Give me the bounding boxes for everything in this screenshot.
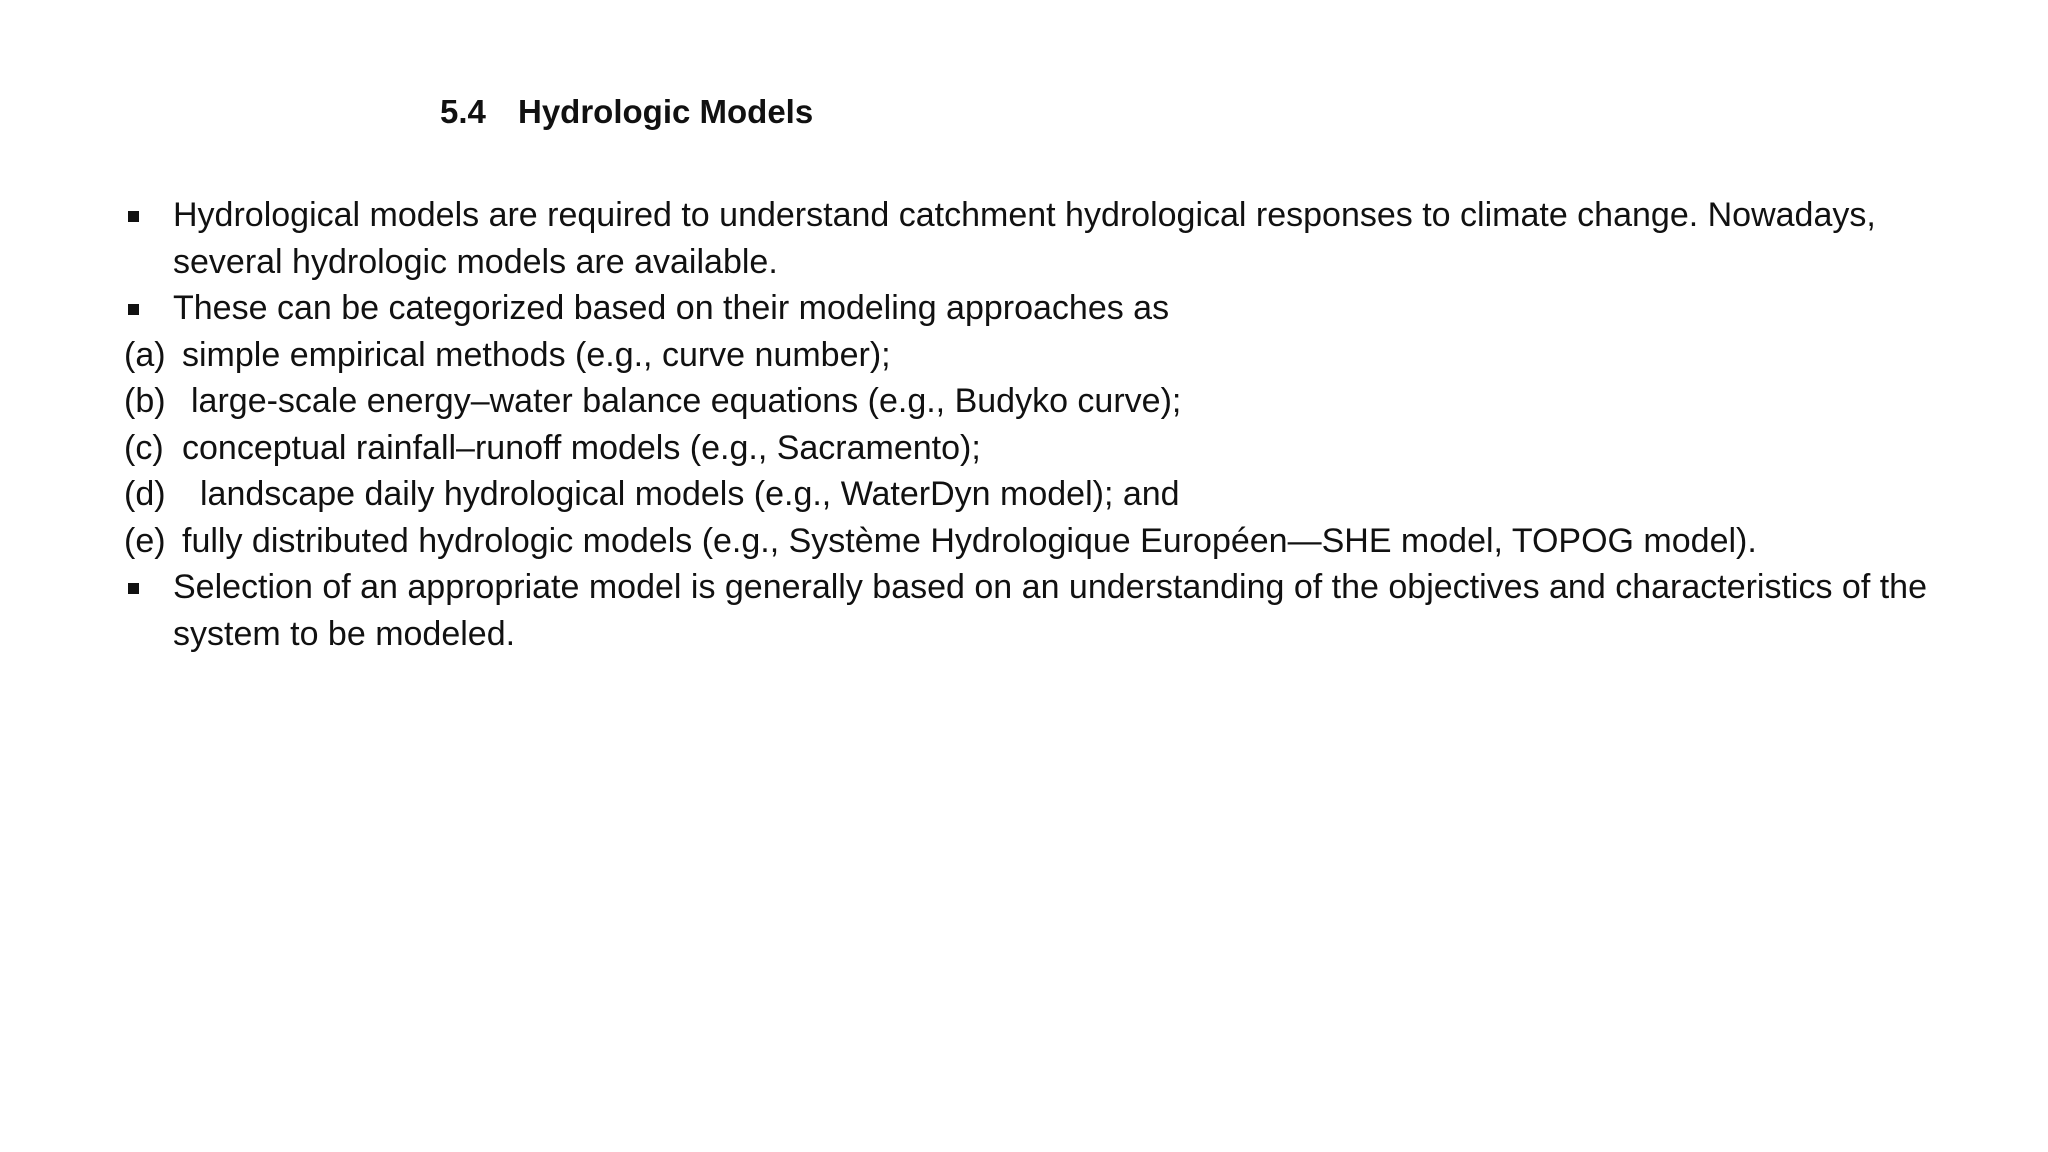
list-item-text: conceptual rainfall–runoff models (e.g., Sacramento); [182, 428, 981, 467]
list-item-label: (b) [124, 382, 166, 420]
bullet-text: Hydrological models are required to understand catchment hydrological responses to climate change. Nowadays, several hydrologic models are available. [173, 196, 1876, 281]
list-item-text: landscape daily hydrological models (e.g., WaterDyn model); and [200, 475, 1180, 513]
bullet-item [124, 192, 1984, 285]
section-number: 5.4 [440, 93, 486, 130]
list-item [124, 332, 1984, 379]
square-bullet-icon [128, 583, 139, 594]
slide-body [124, 192, 1984, 657]
list-item-text: fully distributed hydrologic models (e.g., Système Hydrologique Européen—SHE model, TOPOG model). [182, 521, 1757, 560]
bullet-item [124, 285, 1984, 332]
list-item-label: (d) [124, 475, 166, 513]
square-bullet-icon [128, 211, 139, 222]
list-item-text: large-scale energy–water balance equations (e.g., Budyko curve); [191, 382, 1182, 420]
list-item [124, 425, 1984, 472]
list-item [124, 378, 1984, 425]
section-title: Hydrologic Models [518, 93, 814, 130]
list-item-label: (a) [124, 335, 166, 374]
square-bullet-icon [128, 304, 139, 315]
bullet-text: Selection of an appropriate model is generally based on an understanding of the objectives and characteristics of the system to be modeled. [173, 568, 1927, 653]
list-item-label: (c) [124, 428, 164, 467]
list-item [124, 518, 1984, 565]
list-item-text: simple empirical methods (e.g., curve number); [182, 335, 891, 374]
bullet-text: These can be categorized based on their modeling approaches as [173, 289, 1170, 327]
section-heading [440, 90, 813, 134]
bullet-item [124, 564, 1984, 657]
list-item [124, 471, 1984, 518]
list-item-label: (e) [124, 521, 166, 560]
